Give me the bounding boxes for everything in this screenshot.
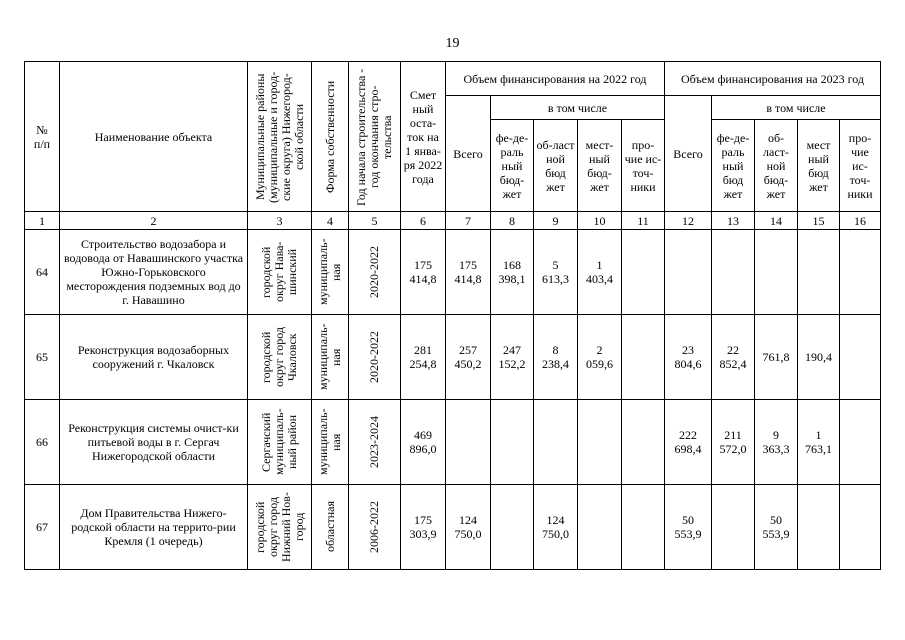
header-years: Год начала строительства - год окончания стро-тельства <box>349 62 401 212</box>
regional-2022-cell <box>534 400 578 485</box>
regional-2023-cell: 50 553,9 <box>755 485 798 570</box>
object-name: Реконструкция системы очист-ки питьевой воды в г. Сергач Нижегородской области <box>60 400 248 485</box>
local-2023-cell: 1 763,1 <box>798 400 840 485</box>
total-2023-cell <box>665 230 712 315</box>
district-cell: городской округ Нава-шинский <box>248 230 312 315</box>
object-name: Реконструкция водозаборных сооружений г. Чкаловск <box>60 315 248 400</box>
column-number: 11 <box>622 212 665 230</box>
other-2023-cell <box>840 230 881 315</box>
row-number: 65 <box>25 315 60 400</box>
object-name: Строительство водозабора и водовода от Навашинского участка Южно-Горьковского месторождения подземных вод до г. Навашино <box>60 230 248 315</box>
column-number: 15 <box>798 212 840 230</box>
federal-2023-cell: 22 852,4 <box>712 315 755 400</box>
other-2022-cell <box>622 315 665 400</box>
federal-2023-cell: 211 572,0 <box>712 400 755 485</box>
header-total-2023: Всего <box>665 96 712 212</box>
table-row <box>25 230 881 315</box>
column-number: 10 <box>578 212 622 230</box>
row-number: 66 <box>25 400 60 485</box>
header-including-2022: в том числе <box>491 96 665 120</box>
column-number: 14 <box>755 212 798 230</box>
table-row <box>25 315 881 400</box>
column-number: 16 <box>840 212 881 230</box>
column-number: 9 <box>534 212 578 230</box>
regional-2023-cell: 761,8 <box>755 315 798 400</box>
ownership-cell: муниципаль-ная <box>312 230 349 315</box>
regional-2022-cell: 8 238,4 <box>534 315 578 400</box>
ownership-cell: муниципаль-ная <box>312 400 349 485</box>
row-number: 64 <box>25 230 60 315</box>
table-row <box>25 400 881 485</box>
ownership-cell: областная <box>312 485 349 570</box>
table-body <box>25 230 881 570</box>
total-2022-cell: 175 414,8 <box>446 230 491 315</box>
header-funding-2023: Объем финансирования на 2023 год <box>665 62 881 96</box>
other-2023-cell <box>840 315 881 400</box>
header-including-2023: в том числе <box>712 96 881 120</box>
object-name: Дом Правительства Нижего-родской области на террито-рии Кремля (1 очередь) <box>60 485 248 570</box>
regional-2022-cell: 124 750,0 <box>534 485 578 570</box>
years-cell: 2006-2022 <box>349 485 401 570</box>
total-2023-cell: 50 553,9 <box>665 485 712 570</box>
header-local-2022: мест-ный бюд-жет <box>578 120 622 212</box>
federal-2022-cell: 168 398,1 <box>491 230 534 315</box>
header-funding-2022: Объем финансирования на 2022 год <box>446 62 665 96</box>
column-number: 8 <box>491 212 534 230</box>
years-cell: 2023-2024 <box>349 400 401 485</box>
header-row-1 <box>25 62 881 96</box>
ownership-cell: муниципаль-ная <box>312 315 349 400</box>
local-2022-cell: 2 059,6 <box>578 315 622 400</box>
balance-cell: 281 254,8 <box>401 315 446 400</box>
header-balance: Смет ный оста-ток на 1 янва-ря 2022 года <box>401 62 446 212</box>
column-number: 4 <box>312 212 349 230</box>
other-2023-cell <box>840 400 881 485</box>
local-2022-cell <box>578 485 622 570</box>
local-2023-cell <box>798 485 840 570</box>
header-regional-2022: об-ласт ной бюд жет <box>534 120 578 212</box>
header-district: Муниципальные районы (муниципальные и город-ские округа) Нижегород-ской области <box>248 62 312 212</box>
header-local-2023: мест ный бюд жет <box>798 120 840 212</box>
total-2022-cell: 257 450,2 <box>446 315 491 400</box>
header-federal-2022: фе-де-раль ный бюд-жет <box>491 120 534 212</box>
column-number: 6 <box>401 212 446 230</box>
federal-2023-cell <box>712 230 755 315</box>
page-number: 19 <box>445 36 460 51</box>
column-number: 3 <box>248 212 312 230</box>
header-federal-2023: фе-де-раль ный бюд жет <box>712 120 755 212</box>
column-number: 5 <box>349 212 401 230</box>
local-2023-cell: 190,4 <box>798 315 840 400</box>
years-cell: 2020-2022 <box>349 230 401 315</box>
federal-2023-cell <box>712 485 755 570</box>
district-cell: Сергачский муниципаль-ный район <box>248 400 312 485</box>
header-num: № п/п <box>25 62 60 212</box>
other-2022-cell <box>622 485 665 570</box>
local-2022-cell <box>578 400 622 485</box>
column-number: 7 <box>446 212 491 230</box>
balance-cell: 469 896,0 <box>401 400 446 485</box>
federal-2022-cell <box>491 485 534 570</box>
table-row <box>25 485 881 570</box>
regional-2023-cell <box>755 230 798 315</box>
total-2023-cell: 222 698,4 <box>665 400 712 485</box>
header-ownership: Форма собственности <box>312 62 349 212</box>
regional-2023-cell: 9 363,3 <box>755 400 798 485</box>
total-2023-cell: 23 804,6 <box>665 315 712 400</box>
column-number: 2 <box>60 212 248 230</box>
column-number: 12 <box>665 212 712 230</box>
column-number: 1 <box>25 212 60 230</box>
other-2022-cell <box>622 230 665 315</box>
district-cell: городской округ город Чкаловск <box>248 315 312 400</box>
balance-cell: 175 414,8 <box>401 230 446 315</box>
district-cell: городской округ город Нижний Нов-город <box>248 485 312 570</box>
row-number: 67 <box>25 485 60 570</box>
total-2022-cell <box>446 400 491 485</box>
header-total-2022: Всего <box>446 96 491 212</box>
balance-cell: 175 303,9 <box>401 485 446 570</box>
column-number-row <box>25 212 881 230</box>
other-2022-cell <box>622 400 665 485</box>
other-2023-cell <box>840 485 881 570</box>
header-regional-2023: об-ласт-ной бюд-жет <box>755 120 798 212</box>
header-other-2023: про-чие ис-точ-ники <box>840 120 881 212</box>
federal-2022-cell <box>491 400 534 485</box>
regional-2022-cell: 5 613,3 <box>534 230 578 315</box>
header-name: Наименование объекта <box>60 62 248 212</box>
local-2023-cell <box>798 230 840 315</box>
total-2022-cell: 124 750,0 <box>446 485 491 570</box>
header-other-2022: про-чие ис-точ-ники <box>622 120 665 212</box>
federal-2022-cell: 247 152,2 <box>491 315 534 400</box>
column-number: 13 <box>712 212 755 230</box>
funding-table <box>24 61 881 570</box>
local-2022-cell: 1 403,4 <box>578 230 622 315</box>
years-cell: 2020-2022 <box>349 315 401 400</box>
